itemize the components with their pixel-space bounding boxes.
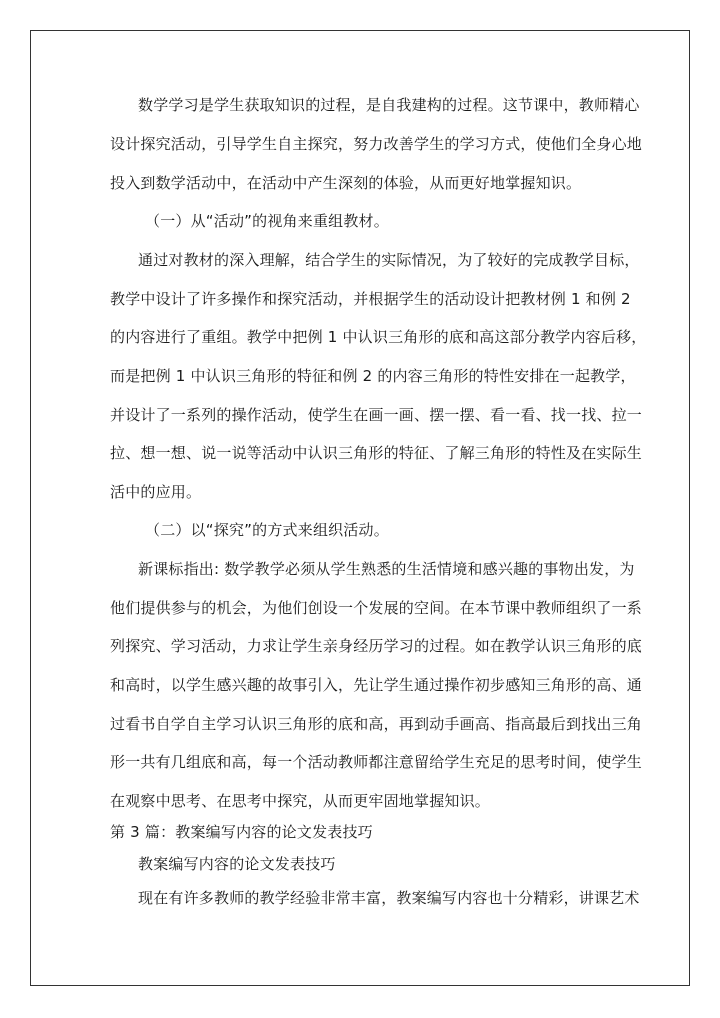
paragraph-line: 教学中设计了许多操作和探究活动，并根据学生的活动设计把教材例 1 和例 2 [110,290,631,308]
paragraph-line: 通过对教材的深入理解，结合学生的实际情况，为了较好的完成教学目标， [138,251,640,269]
paragraph-line: 过看书自学自主学习认识三角形的底和高，再到动手画高、指高最后到找出三角 [110,715,643,733]
paragraph-line: 他们提供参与的机会，为他们创设一个发展的空间。在本节课中教师组织了一系 [110,599,643,617]
paragraph-line: 现在有许多教师的教学经验非常丰富，教案编写内容也十分精彩，讲课艺术 [138,889,640,907]
paragraph-line: 拉、想一想、说一说等活动中认识三角形的特征、了解三角形的特性及在实际生 [110,444,643,462]
paragraph-line: 形一共有几组底和高，每一个活动教师都注意留给学生充足的思考时间，使学生 [110,753,643,771]
paragraph-line: 和高时，以学生感兴趣的故事引入，先让学生通过操作初步感知三角形的高、通 [110,676,643,694]
article-title: 教案编写内容的论文发表技巧 [138,855,336,873]
paragraph-line: 数学学习是学生获取知识的过程，是自我建构的过程。这节课中，教师精心 [138,96,640,114]
paragraph-line: 活中的应用。 [110,483,202,501]
section-heading: （二）以“探究”的方式来组织活动。 [145,521,389,539]
paragraph-line: 在观察中思考、在思考中探究，从而更牢固地掌握知识。 [110,792,491,810]
paragraph-line: 设计探究活动，引导学生自主探究，努力改善学生的学习方式，使他们全身心地 [110,135,643,153]
chapter-heading: 第 3 篇：教案编写内容的论文发表技巧 [110,823,373,841]
paragraph-line: 新课标指出: 数学教学必须从学生熟悉的生活情境和感兴趣的事物出发，为 [138,560,635,578]
paragraph-line: 列探究、学习活动，力求让学生亲身经历学习的过程。如在教学认识三角形的底 [110,637,643,655]
paragraph-line: 而是把例 1 中认识三角形的特征和例 2 的内容三角形的特性安排在一起教学， [110,367,636,385]
paragraph-line: 并设计了一系列的操作活动，使学生在画一画、摆一摆、看一看、找一找、拉一 [110,406,643,424]
section-heading: （一）从“活动”的视角来重组教材。 [145,212,389,230]
paragraph-line: 的内容进行了重组。教学中把例 1 中认识三角形的底和高这部分教学内容后移， [110,328,647,346]
paragraph-line: 投入到数学活动中，在活动中产生深刻的体验，从而更好地掌握知识。 [110,174,582,192]
